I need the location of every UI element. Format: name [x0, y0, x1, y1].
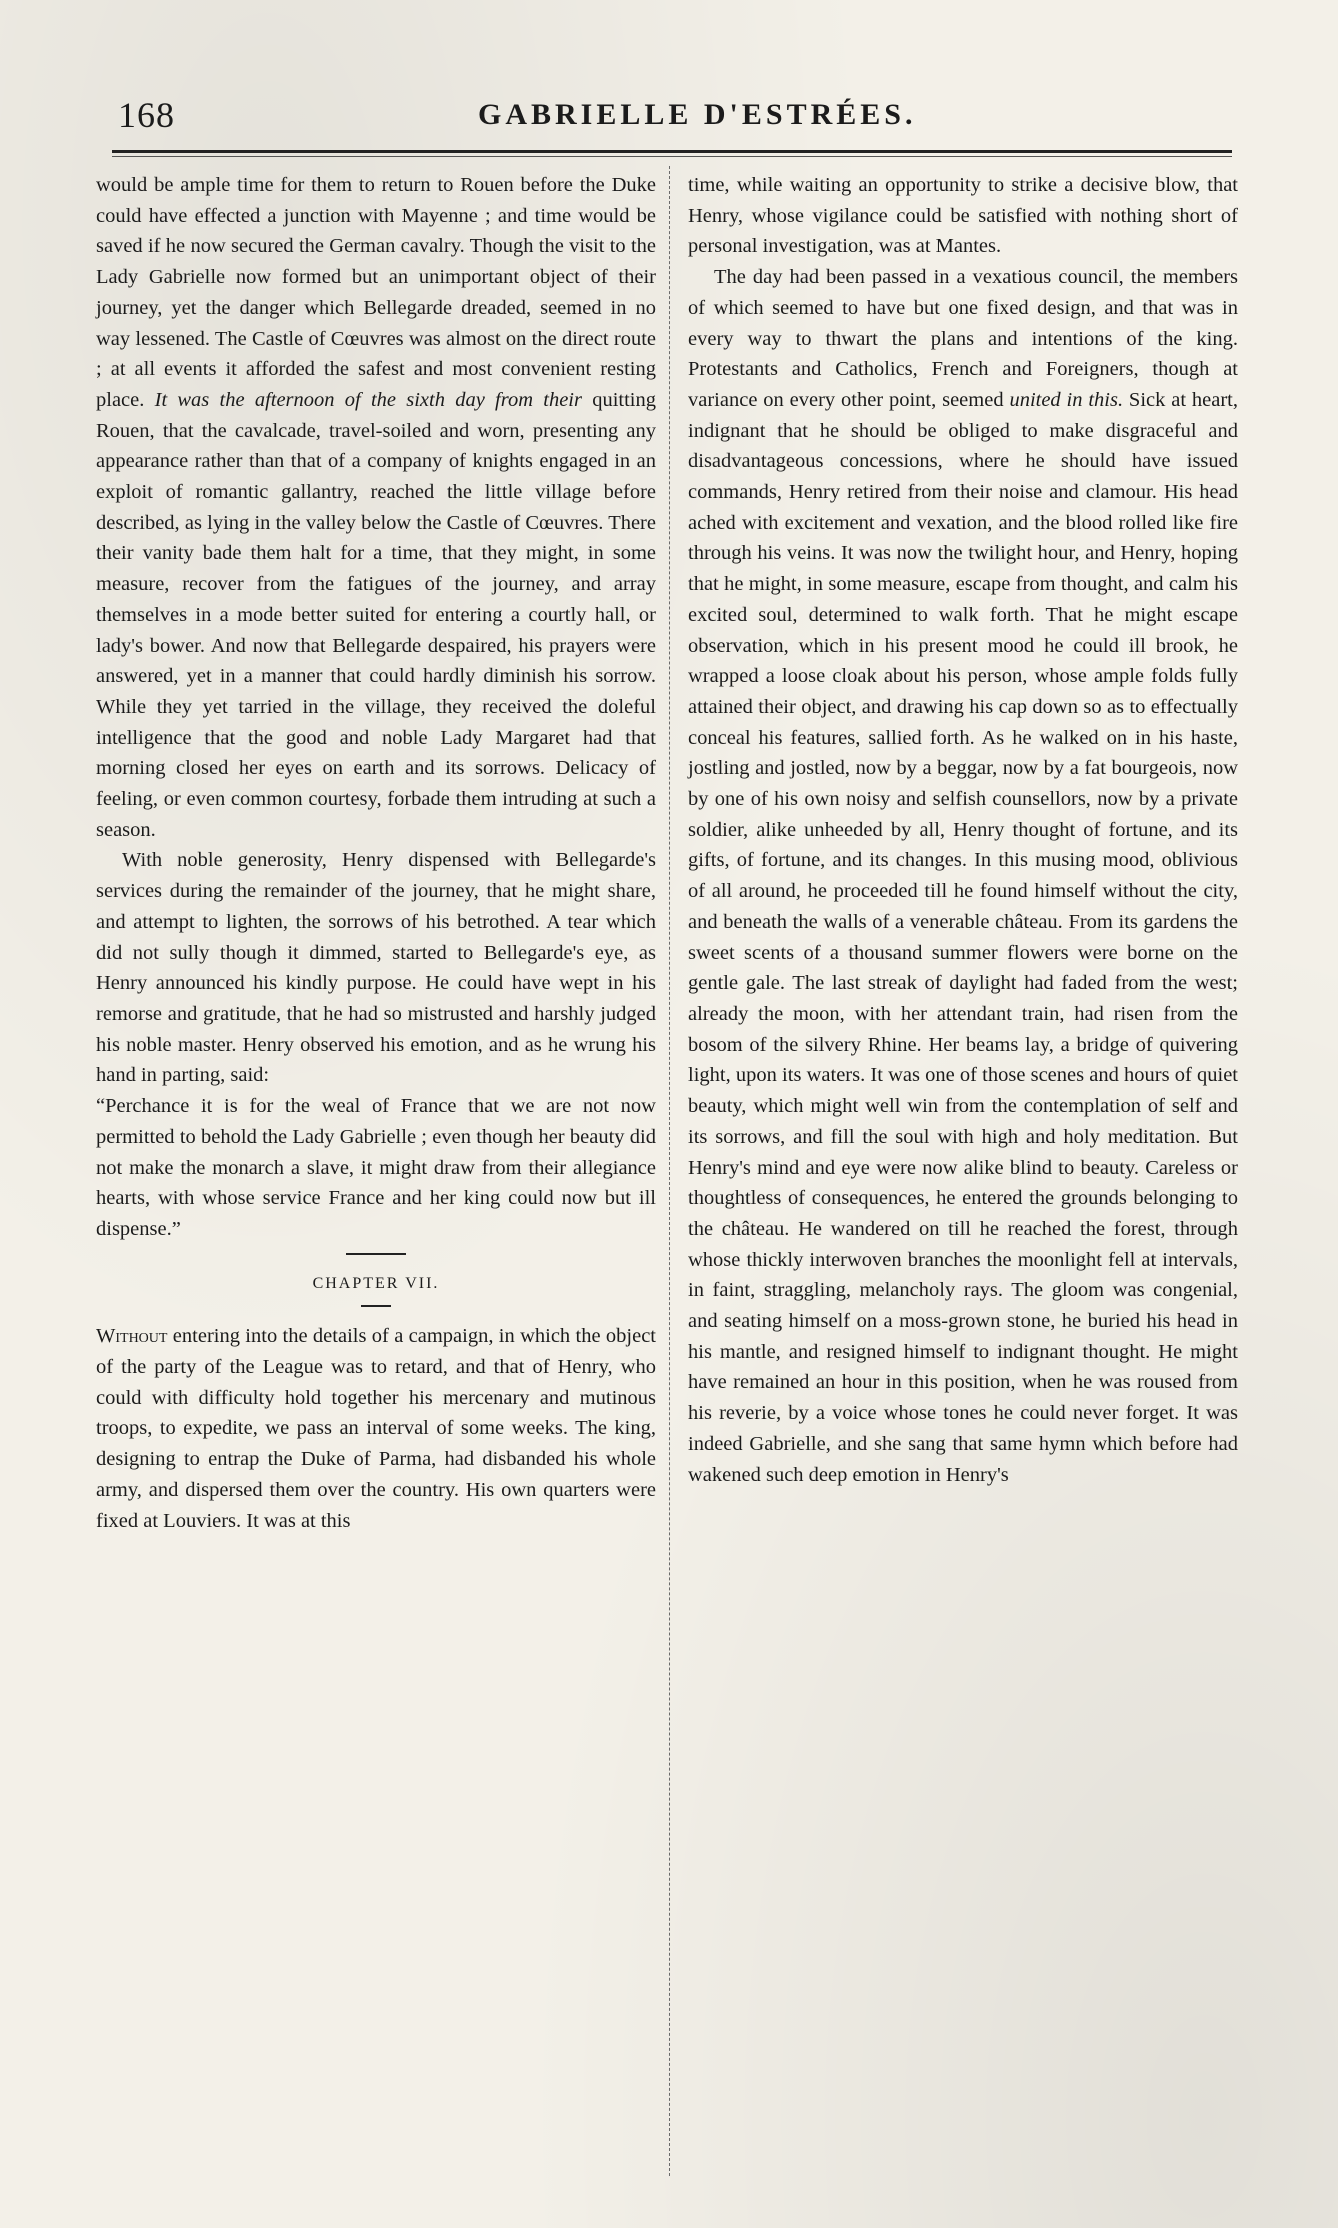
page-number: 168	[118, 95, 175, 135]
right-paragraph-2-italic: united in this.	[1009, 388, 1124, 411]
right-paragraph-2	[688, 262, 1238, 1490]
column-divider	[669, 166, 670, 2176]
left-paragraph-3-lead: Without	[96, 1325, 168, 1348]
header-rule	[112, 150, 1232, 153]
chapter-heading: CHAPTER VII.	[312, 1274, 440, 1292]
right-paragraph-2-continued: Sick at heart, indignant that he should be obliged to make disgraceful and disadvantageous concessions, where he should have issued commands, Henry retired from their noise and clamour. His head ached with excitement and vexation, and the blood rolled like fire through his veins. It was now the twilight hour, and Henry, hoping that he might, in some measure, escape from thought, and calm his excited soul, determined to walk forth. That he might escape observation, which in his present mood he could ill brook, he wrapped a loose cloak about his person, whose ample folds fully attained their object, and drawing his cap down so as to effectually conceal his features, sallied forth. As he walked on in his haste, jostling and jostled, now by a beggar, now by a fat bourgeois, now by one of his own noisy and selfish counsellors, now by a private soldier, alike unheeded by all, Henry thought of fortune, and its gifts, of fortune, and its changes. In this musing mood, oblivious of all around, he proceeded till he found himself without the city, and beneath the walls of a venerable château. From its gardens the sweet scents of a thousand summer flowers were borne on the gentle gale. The last streak of daylight had faded from the west; already the moon, with her attendant train, had risen from the bosom of the silvery Rhine. Her beams lay, a bridge of quivering light, upon its waters. It was one of those scenes and hours of quiet beauty, which might well win from the contemplation of self and its sorrows, and fill the soul with high and holy meditation. But Henry's mind and eye were now alike blind to beauty. Careless or thoughtless of consequences, he entered the grounds belonging to the château. He wandered on till he reached the forest, through whose thickly interwoven branches the moonlight fell at intervals, in faint, straggling, melancholy rays. The gloom was congenial, and seating himself on a moss-grown stone, he buried his head in his mantle, and resigned himself to indignant thought. He might have remained an hour in this position, when he was roused from his reverie, by a voice whose tones he could never forget. It was indeed Gabrielle, and she sang that same hymn which before had wakened such deep emotion in Henry's	[688, 388, 1238, 1486]
right-paragraph-2-text: The day had been passed in a vexatious council, the members of which seemed to have but one fixed design, and that was in every way to thwart the plans and intentions of the king. Protestants and Catholics, French and Foreigners, though at variance on every other point, seemed	[688, 266, 1238, 411]
left-paragraph-1-continued: quitting Rouen, that the cavalcade, travel-soiled and worn, presenting any appearance rather than that of a company of knights engaged in an exploit of romantic gallantry, reached the little village before described, as lying in the valley below the Castle of Cœuvres. There their vanity bade them halt for a time, that they might, in some measure, recover from the fatigues of the journey, and array themselves in a mode better suited for entering a courtly hall, or lady's bower. And now that Bellegarde despaired, his prayers were answered, yet in a manner that could hardly diminish his sorrow. While they yet tarried in the village, they received the doleful intelligence that the good and noble Lady Margaret had that morning closed her eyes on earth and its sorrows. Delicacy of feeling, or even common courtesy, forbade them intruding at such a season.	[96, 388, 657, 841]
right-column	[688, 170, 1238, 1490]
page-header	[118, 88, 1230, 144]
left-column	[96, 170, 656, 1536]
chapter-separator-bottom	[361, 1305, 391, 1307]
left-quote: “Perchance it is for the weal of France that we are not now permitted to behold the Lady Gabrielle ; even though her beauty did not make the monarch a slave, it might draw from their allegiance hearts, with whose service France and her king could now but ill dispense.”	[96, 1095, 656, 1240]
left-paragraph-3	[96, 1321, 656, 1536]
left-paragraph-1	[96, 170, 656, 845]
running-title: GABRIELLE D'ESTRÉES.	[478, 98, 917, 131]
left-paragraph-1-italic: It was the afternoon of the sixth day from their	[154, 388, 582, 411]
header-rule-thin	[112, 156, 1232, 157]
right-paragraph-1: time, while waiting an opportunity to strike a decisive blow, that Henry, whose vigilance could be satisfied with nothing short of personal investigation, was at Mantes.	[688, 174, 1238, 258]
chapter-separator-top	[346, 1253, 406, 1255]
left-paragraph-1-text: would be ample time for them to return to Rouen before the Duke could have effected a junction with Mayenne ; and time would be saved if he now secured the German cavalry. Though the visit to the Lady Gabrielle now formed but an unimportant object of their journey, yet the danger which Bellegarde dreaded, seemed in no way lessened. The Castle of Cœuvres was almost on the direct route ; at all events it afforded the safest and most convenient resting place.	[96, 174, 656, 411]
left-paragraph-2: With noble generosity, Henry dispensed with Bellegarde's services during the remainder of the journey, that he might share, and attempt to lighten, the sorrows of his betrothed. A tear which did not sully though it dimmed, started to Bellegarde's eye, as Henry announced his kindly purpose. He could have wept in his remorse and gratitude, that he had so mistrusted and harshly judged his noble master. Henry observed his emotion, and as he wrung his hand in parting, said:	[96, 849, 656, 1087]
left-paragraph-3-text: entering into the details of a campaign, in which the object of the party of the League was to retard, and that of Henry, who could with difficulty hold together his mercenary and mutinous troops, to expedite, we pass an interval of some weeks. The king, designing to entrap the Duke of Parma, had disbanded his whole army, and dispersed them over the country. His own quarters were fixed at Louviers. It was at this	[96, 1325, 656, 1532]
